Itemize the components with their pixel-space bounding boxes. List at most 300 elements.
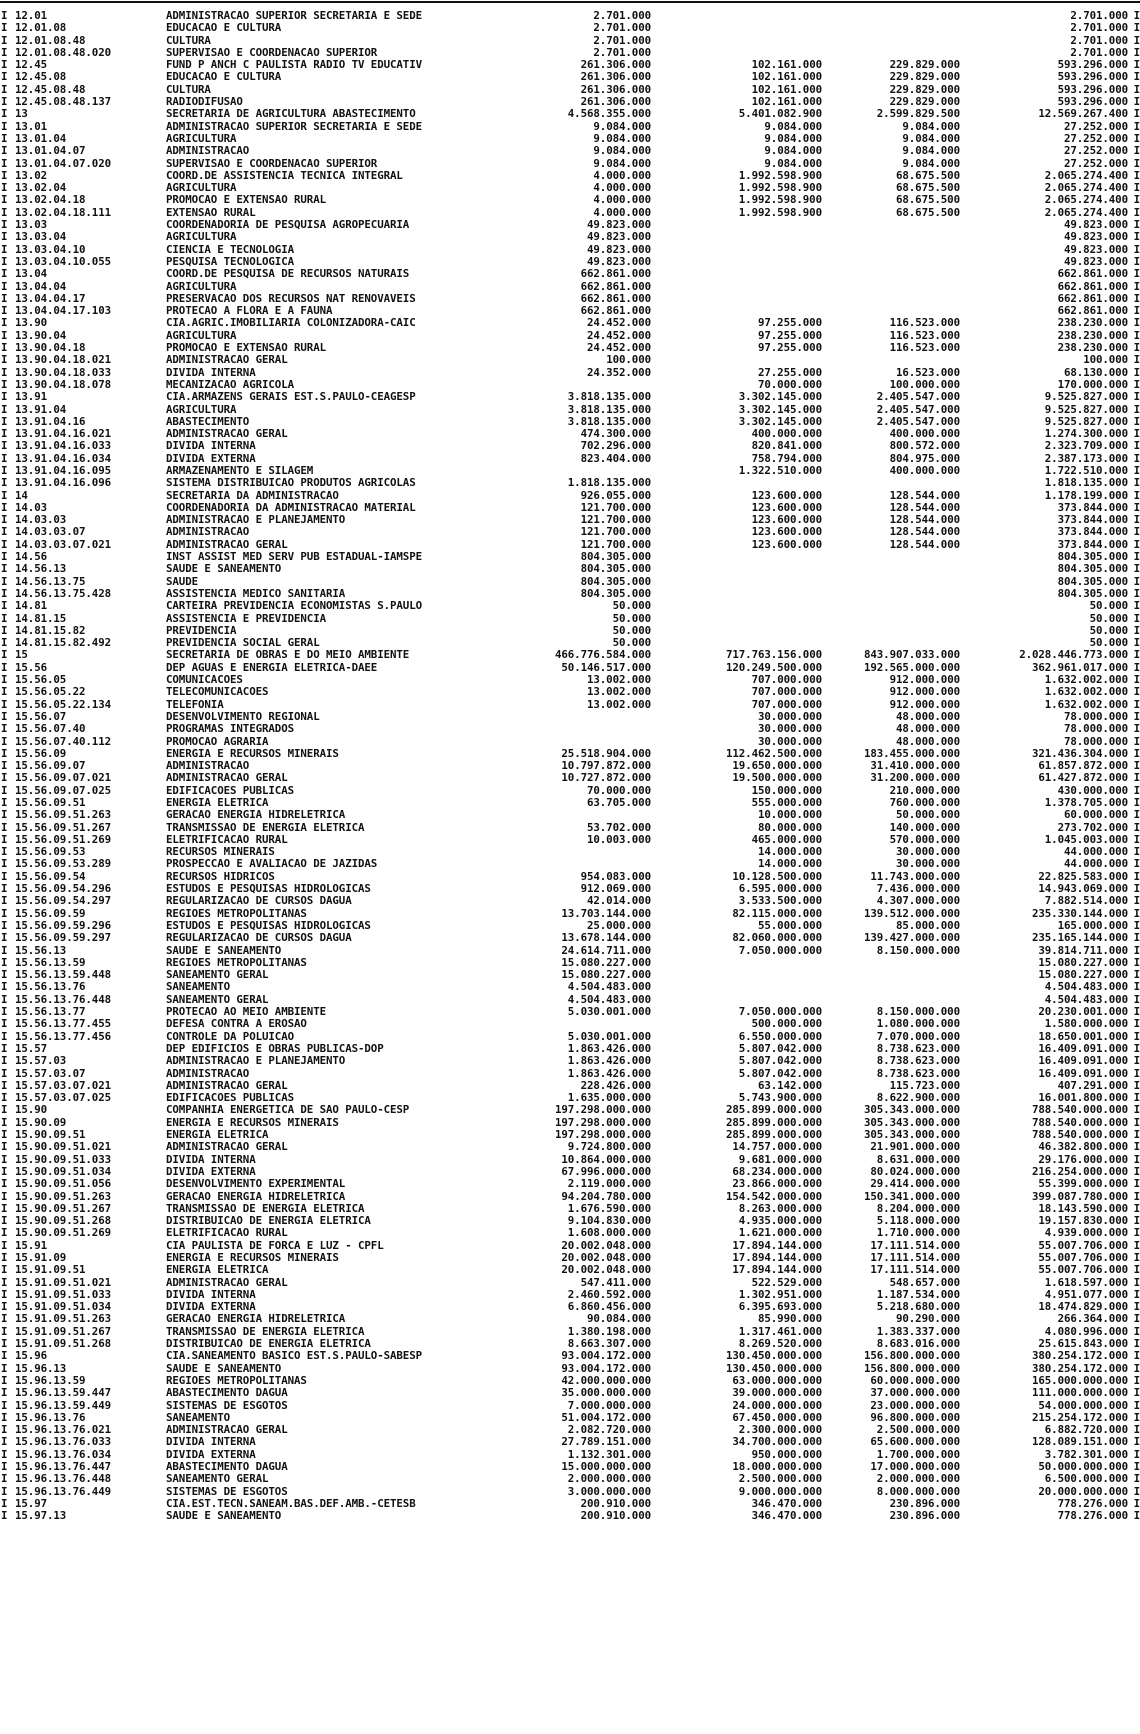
program-description: RADIODIFUSAO (166, 96, 243, 109)
table-row (0, 268, 1140, 280)
row-end-marker: I (1133, 673, 1140, 687)
table-row (0, 170, 1140, 182)
row-marker: I (1, 796, 8, 809)
table-row (0, 59, 1140, 71)
table-row (0, 772, 1140, 784)
program-code: 13.91.04.16.096 (15, 477, 112, 490)
row-marker: I (1, 820, 8, 834)
value-col-3: 96.800.000.000 (870, 1410, 960, 1424)
value-col-3: 2.000.000.000 (876, 1472, 960, 1486)
program-code: 13.04.04.17 (15, 292, 86, 305)
value-col-1: 49.823.000 (586, 242, 651, 256)
row-marker: I (1, 463, 8, 477)
value-col-1: 24.452.000 (586, 328, 651, 342)
value-col-2: 285.899.000.000 (725, 1128, 822, 1142)
row-end-marker: I (1133, 58, 1140, 72)
value-total: 273.702.000 (1057, 820, 1128, 834)
value-col-2: 285.899.000.000 (725, 1103, 822, 1117)
program-code: 15.56.05.22 (15, 686, 86, 699)
program-code: 15.91.09.51.021 (15, 1276, 112, 1289)
program-code: 15.56.09.51.267 (15, 821, 112, 834)
program-description: RECURSOS HIDRICOS (166, 870, 275, 883)
row-end-marker: I (1133, 390, 1140, 404)
value-col-2: 17.894.144.000 (732, 1250, 822, 1264)
row-marker: I (1, 648, 8, 662)
program-description: ADMINISTRACAO GERAL (166, 354, 288, 367)
program-description: ENERGIA ELETRICA (166, 1264, 269, 1277)
table-row (0, 834, 1140, 846)
program-code: 15.96.13.76.021 (15, 1424, 112, 1437)
value-total: 50.000 (1089, 636, 1128, 650)
program-code: 15.56.09.59.297 (15, 932, 112, 945)
value-total: 44.000.000 (1063, 845, 1128, 859)
row-end-marker: I (1133, 279, 1140, 293)
value-col-1: 1.380.198.000 (567, 1324, 651, 1338)
value-col-3: 128.544.000 (889, 525, 960, 539)
value-col-3: 912.000.000 (889, 685, 960, 699)
row-end-marker: I (1133, 193, 1140, 207)
row-marker: I (1, 242, 8, 256)
value-col-1: 4.000.000 (593, 205, 651, 219)
program-description: CIA PAULISTA DE FORCA E LUZ - CPFL (166, 1239, 384, 1252)
program-description: SECRETARIA DA ADMINISTRACAO (166, 489, 339, 502)
program-description: RECURSOS MINERAIS (166, 846, 275, 859)
program-description: EDUCACAO E CULTURA (166, 71, 282, 84)
value-total: 61.427.872.000 (1038, 771, 1128, 785)
row-marker: I (1, 341, 8, 355)
row-end-marker: I (1133, 402, 1140, 416)
value-col-2: 346.470.000 (751, 1509, 822, 1523)
value-total: 1.274.300.000 (1044, 427, 1128, 441)
row-marker: I (1, 882, 8, 896)
program-code: 13.01.04.07.020 (15, 157, 112, 170)
program-description: ADMINISTRACAO GERAL (166, 1079, 288, 1092)
row-end-marker: I (1133, 771, 1140, 785)
row-end-marker: I (1133, 205, 1140, 219)
value-total: 2.028.446.773.000 (1019, 648, 1128, 662)
value-col-2: 820.841.000 (751, 439, 822, 453)
value-col-3: 50.000.000 (895, 808, 960, 822)
value-col-2: 500.000.000 (751, 1017, 822, 1031)
value-col-2: 112.462.500.000 (725, 746, 822, 760)
row-end-marker: I (1133, 808, 1140, 822)
value-total: 4.951.077.000 (1044, 1287, 1128, 1301)
program-description: ADMINISTRACAO (166, 1067, 250, 1080)
program-code: 15.97 (15, 1497, 48, 1510)
row-end-marker: I (1133, 537, 1140, 551)
value-col-3: 85.000.000 (895, 918, 960, 932)
value-col-1: 7.000.000.000 (567, 1398, 651, 1412)
value-col-3: 305.343.000.000 (863, 1128, 960, 1142)
value-col-1: 90.084.000 (586, 1312, 651, 1326)
value-total: 19.157.830.000 (1038, 1214, 1128, 1228)
table-row (0, 219, 1140, 231)
program-description: PROTECAO AO MEIO AMBIENTE (166, 1006, 327, 1019)
program-description: DISTRIBUICAO DE ENERGIA ELETRICA (166, 1338, 371, 1351)
value-total: 18.650.001.000 (1038, 1029, 1128, 1043)
table-row (0, 416, 1140, 428)
table-row (0, 649, 1140, 661)
value-col-3: 229.829.000 (889, 58, 960, 72)
row-end-marker: I (1133, 1386, 1140, 1400)
program-code: 15.56.13 (15, 944, 67, 957)
table-row (0, 121, 1140, 133)
row-end-marker: I (1133, 1361, 1140, 1375)
program-code: 15.56.07.40 (15, 723, 86, 736)
row-marker: I (1, 1164, 8, 1178)
table-row (0, 1498, 1140, 1510)
value-col-2: 707.000.000 (751, 673, 822, 687)
value-col-2: 7.050.000.000 (738, 943, 822, 957)
table-row (0, 84, 1140, 96)
row-marker: I (1, 1054, 8, 1068)
table-row (0, 797, 1140, 809)
program-description: SAUDE E SANEAMENTO (166, 1362, 282, 1375)
value-col-3: 30.000.000 (895, 845, 960, 859)
row-marker: I (1, 980, 8, 994)
row-end-marker: I (1133, 1423, 1140, 1437)
value-col-1: 3.000.000.000 (567, 1484, 651, 1498)
row-marker: I (1, 574, 8, 588)
value-col-2: 102.161.000 (751, 95, 822, 109)
value-col-2: 55.000.000 (757, 918, 822, 932)
table-row (0, 846, 1140, 858)
program-code: 13.04 (15, 268, 48, 281)
row-marker: I (1, 1005, 8, 1019)
program-description: DIVIDA EXTERNA (166, 1448, 256, 1461)
value-total: 61.857.872.000 (1038, 759, 1128, 773)
row-end-marker: I (1133, 254, 1140, 268)
value-col-3: 8.683.016.000 (876, 1337, 960, 1351)
program-description: CIA.AGRIC.IMOBILIARIA COLONIZADORA-CAIC (166, 317, 416, 330)
program-code: 14.56.13.75 (15, 575, 86, 588)
program-description: DIVIDA INTERNA (166, 440, 256, 453)
value-total: 380.254.172.000 (1031, 1349, 1128, 1363)
value-col-1: 9.724.800.000 (567, 1140, 651, 1154)
program-description: AGRICULTURA (166, 231, 237, 244)
program-code: 15.56.07.40.112 (15, 735, 112, 748)
program-description: DIVIDA EXTERNA (166, 452, 256, 465)
row-marker: I (1, 1128, 8, 1142)
program-code: 15.96.13.76.448 (15, 1473, 112, 1486)
row-end-marker: I (1133, 451, 1140, 465)
value-col-1: 121.700.000 (580, 500, 651, 514)
program-description: COORDENADORIA DE PESQUISA AGROPECUARIA (166, 219, 410, 232)
value-col-2: 400.000.000 (751, 427, 822, 441)
table-row (0, 1436, 1140, 1448)
row-marker: I (1, 168, 8, 182)
program-description: SAUDE E SANEAMENTO (166, 1510, 282, 1523)
program-code: 15.91.09.51.034 (15, 1301, 112, 1314)
value-col-3: 116.523.000 (889, 341, 960, 355)
value-col-3: 150.341.000.000 (863, 1189, 960, 1203)
value-total: 78.000.000 (1063, 709, 1128, 723)
table-row (0, 1191, 1140, 1203)
table-row (0, 145, 1140, 157)
program-code: 15.90.09.51.263 (15, 1190, 112, 1203)
program-description: PROMOCAO E EXTENSAO RURAL (166, 342, 327, 355)
value-col-1: 13.002.000 (586, 673, 651, 687)
program-code: 15.91.09 (15, 1251, 67, 1264)
value-col-3: 9.084.000 (902, 131, 960, 145)
program-code: 15.56.05 (15, 674, 67, 687)
row-end-marker: I (1133, 968, 1140, 982)
value-total: 27.252.000 (1063, 156, 1128, 170)
table-row (0, 1227, 1140, 1239)
value-col-1: 25.000.000 (586, 918, 651, 932)
program-code: 15.56.13.76.448 (15, 993, 112, 1006)
row-end-marker: I (1133, 709, 1140, 723)
value-col-3: 30.000.000 (895, 857, 960, 871)
value-col-3: 17.111.514.000 (870, 1263, 960, 1277)
value-col-2: 8.269.520.000 (738, 1337, 822, 1351)
value-total: 165.000.000.000 (1031, 1373, 1128, 1387)
value-col-3: 100.000.000 (889, 377, 960, 391)
program-code: 15.57.03 (15, 1055, 67, 1068)
value-col-1: 121.700.000 (580, 537, 651, 551)
row-marker: I (1, 992, 8, 1006)
program-code: 15.57.03.07.021 (15, 1079, 112, 1092)
value-col-2: 522.529.000 (751, 1275, 822, 1289)
value-col-2: 5.807.042.000 (738, 1041, 822, 1055)
value-col-2: 27.255.000 (757, 365, 822, 379)
program-description: ADMINISTRACAO GERAL (166, 772, 288, 785)
program-code: 13.01 (15, 120, 48, 133)
row-end-marker: I (1133, 131, 1140, 145)
program-description: GERACAO ENERGIA HIDRELETRICA (166, 1313, 346, 1326)
value-total: 235.330.144.000 (1031, 906, 1128, 920)
row-marker: I (1, 1324, 8, 1338)
value-col-1: 50.000 (612, 623, 651, 637)
row-marker: I (1, 1103, 8, 1117)
table-row (0, 1301, 1140, 1313)
value-total: 788.540.000.000 (1031, 1115, 1128, 1129)
value-total: 2.323.709.000 (1044, 439, 1128, 453)
value-total: 50.000 (1089, 599, 1128, 613)
row-marker: I (1, 931, 8, 945)
table-row (0, 182, 1140, 194)
value-col-2: 30.000.000 (757, 734, 822, 748)
value-col-1: 50.000 (612, 599, 651, 613)
row-marker: I (1, 636, 8, 650)
program-description: AGRICULTURA (166, 403, 237, 416)
table-row (0, 256, 1140, 268)
program-description: ENERGIA E RECURSOS MINERAIS (166, 1116, 339, 1129)
program-code: 15.56.09.59 (15, 907, 86, 920)
value-col-3: 17.111.514.000 (870, 1238, 960, 1252)
row-end-marker: I (1133, 1496, 1140, 1510)
row-marker: I (1, 33, 8, 47)
program-description: ASSISTENCIA E PREVIDENCIA (166, 612, 327, 625)
table-row (0, 1510, 1140, 1522)
value-col-1: 24.452.000 (586, 341, 651, 355)
value-col-1: 804.305.000 (580, 562, 651, 576)
table-row (0, 883, 1140, 895)
row-marker: I (1, 427, 8, 441)
value-col-2: 5.807.042.000 (738, 1066, 822, 1080)
row-marker: I (1, 144, 8, 158)
value-col-1: 42.014.000 (586, 894, 651, 908)
program-code: 13.90.04.18.078 (15, 378, 112, 391)
value-total: 50.000 (1089, 611, 1128, 625)
program-description: ENERGIA ELETRICA (166, 797, 269, 809)
row-marker: I (1, 1361, 8, 1375)
row-end-marker: I (1133, 906, 1140, 920)
table-row (0, 1313, 1140, 1325)
value-col-3: 5.218.680.000 (876, 1300, 960, 1314)
value-col-3: 17.111.514.000 (870, 1250, 960, 1264)
program-description: DIVIDA INTERNA (166, 1288, 256, 1301)
value-total: 593.296.000 (1057, 95, 1128, 109)
row-end-marker: I (1133, 1226, 1140, 1240)
value-total: 407.291.000 (1057, 1078, 1128, 1092)
program-description: DESENVOLVIMENTO REGIONAL (166, 710, 320, 723)
program-code: 15.96.13 (15, 1362, 67, 1375)
row-marker: I (1, 230, 8, 244)
program-description: CIENCIA E TECNOLOGIA (166, 243, 295, 256)
value-col-1: 121.700.000 (580, 513, 651, 527)
value-total: 170.000.000 (1057, 377, 1128, 391)
value-col-2: 82.060.000.000 (732, 931, 822, 945)
value-col-2: 10.128.500.000 (732, 869, 822, 883)
program-code: 13.91.04.16 (15, 415, 86, 428)
program-code: 12.01.08.48.020 (15, 46, 112, 59)
program-description: CULTURA (166, 34, 211, 47)
program-description: FUND P ANCH C PAULISTA RADIO TV EDUCATIV (166, 59, 423, 72)
value-col-2: 150.000.000 (751, 783, 822, 797)
value-col-3: 760.000.000 (889, 796, 960, 809)
value-total: 20.000.000.000 (1038, 1484, 1128, 1498)
value-total: 373.844.000 (1057, 525, 1128, 539)
row-marker: I (1, 267, 8, 281)
value-total: 216.254.000.000 (1031, 1164, 1128, 1178)
value-total: 238.230.000 (1057, 341, 1128, 355)
program-description: ABASTECIMENTO DAGUA (166, 1387, 288, 1400)
program-code: 15.56.09.51.263 (15, 809, 112, 822)
row-marker: I (1, 968, 8, 982)
program-code: 13.91.04.16.033 (15, 440, 112, 453)
value-col-3: 60.000.000.000 (870, 1373, 960, 1387)
value-total: 27.252.000 (1063, 119, 1128, 133)
program-code: 13.90.04.18.033 (15, 366, 112, 379)
row-marker: I (1, 906, 8, 920)
value-col-1: 1.608.000.000 (567, 1226, 651, 1240)
row-end-marker: I (1133, 562, 1140, 576)
program-code: 15.90.09.51.056 (15, 1178, 112, 1191)
row-marker: I (1, 513, 8, 527)
value-total: 20.230.001.000 (1038, 1005, 1128, 1019)
value-col-1: 2.701.000 (593, 9, 651, 22)
value-total: 1.632.002.000 (1044, 673, 1128, 687)
row-marker: I (1, 673, 8, 687)
value-col-2: 130.450.000.000 (725, 1349, 822, 1363)
row-marker: I (1, 439, 8, 453)
program-code: 14.56.13 (15, 563, 67, 576)
value-total: 1.178.199.000 (1044, 488, 1128, 502)
row-end-marker: I (1133, 1484, 1140, 1498)
table-row (0, 822, 1140, 834)
value-col-3: 804.975.000 (889, 451, 960, 465)
program-description: ENERGIA E RECURSOS MINERAIS (166, 747, 339, 760)
row-marker: I (1, 1312, 8, 1326)
table-row (0, 539, 1140, 551)
row-end-marker: I (1133, 463, 1140, 477)
program-description: REGIOES METROPOLITANAS (166, 956, 307, 969)
value-total: 593.296.000 (1057, 70, 1128, 84)
program-description: DIVIDA INTERNA (166, 1153, 256, 1166)
row-end-marker: I (1133, 488, 1140, 502)
row-end-marker: I (1133, 820, 1140, 834)
value-col-1: 51.004.172.000 (561, 1410, 651, 1424)
table-row (0, 785, 1140, 797)
value-col-3: 128.544.000 (889, 537, 960, 551)
value-total: 50.000 (1089, 623, 1128, 637)
value-total: 49.823.000 (1063, 254, 1128, 268)
program-description: COMPANHIA ENERGETICA DE SAO PAULO-CESP (166, 1104, 410, 1117)
row-end-marker: I (1133, 931, 1140, 945)
value-col-2: 67.450.000.000 (732, 1410, 822, 1424)
value-total: 1.618.597.000 (1044, 1275, 1128, 1289)
value-col-1: 35.000.000.000 (561, 1386, 651, 1400)
value-col-1: 10.727.872.000 (561, 771, 651, 785)
table-row (0, 453, 1140, 465)
value-col-3: 156.800.000.000 (863, 1361, 960, 1375)
program-code: 13.91.04.16.034 (15, 452, 112, 465)
program-code: 13.01.04 (15, 132, 67, 145)
value-col-3: 2.405.547.000 (876, 390, 960, 404)
table-row (0, 293, 1140, 305)
value-col-1: 50.000 (612, 636, 651, 650)
row-marker: I (1, 1115, 8, 1129)
value-total: 165.000.000 (1057, 918, 1128, 932)
value-col-3: 17.000.000.000 (870, 1460, 960, 1474)
value-col-1: 662.861.000 (580, 267, 651, 281)
program-code: 13.03.04 (15, 231, 67, 244)
value-col-2: 5.743.900.000 (738, 1091, 822, 1105)
value-total: 373.844.000 (1057, 513, 1128, 527)
table-row (0, 194, 1140, 206)
row-end-marker: I (1133, 783, 1140, 797)
row-marker: I (1, 1214, 8, 1228)
value-col-1: 13.678.144.000 (561, 931, 651, 945)
value-total: 4.504.483.000 (1044, 992, 1128, 1006)
row-end-marker: I (1133, 291, 1140, 305)
row-marker: I (1, 759, 8, 773)
program-code: 15.91.09.51.263 (15, 1313, 112, 1326)
row-marker: I (1, 131, 8, 145)
row-marker: I (1, 95, 8, 109)
value-total: 12.569.267.400 (1038, 107, 1128, 121)
program-description: ADMINISTRACAO GERAL (166, 1424, 288, 1437)
row-end-marker: I (1133, 1078, 1140, 1092)
value-col-2: 5.807.042.000 (738, 1054, 822, 1068)
value-col-1: 200.910.000 (580, 1496, 651, 1510)
value-col-1: 2.701.000 (593, 45, 651, 59)
value-col-1: 9.084.000 (593, 156, 651, 170)
value-total: 1.722.510.000 (1044, 463, 1128, 477)
value-col-1: 926.055.000 (580, 488, 651, 502)
value-total: 55.007.706.000 (1038, 1238, 1128, 1252)
row-end-marker: I (1133, 1337, 1140, 1351)
value-col-1: 2.701.000 (593, 33, 651, 47)
value-col-3: 1.710.000.000 (876, 1226, 960, 1240)
value-col-1: 93.004.172.000 (561, 1361, 651, 1375)
row-marker: I (1, 500, 8, 514)
row-marker: I (1, 1484, 8, 1498)
value-col-1: 1.863.426.000 (567, 1041, 651, 1055)
value-total: 1.632.002.000 (1044, 685, 1128, 699)
program-code: 12.01.08 (15, 22, 67, 35)
